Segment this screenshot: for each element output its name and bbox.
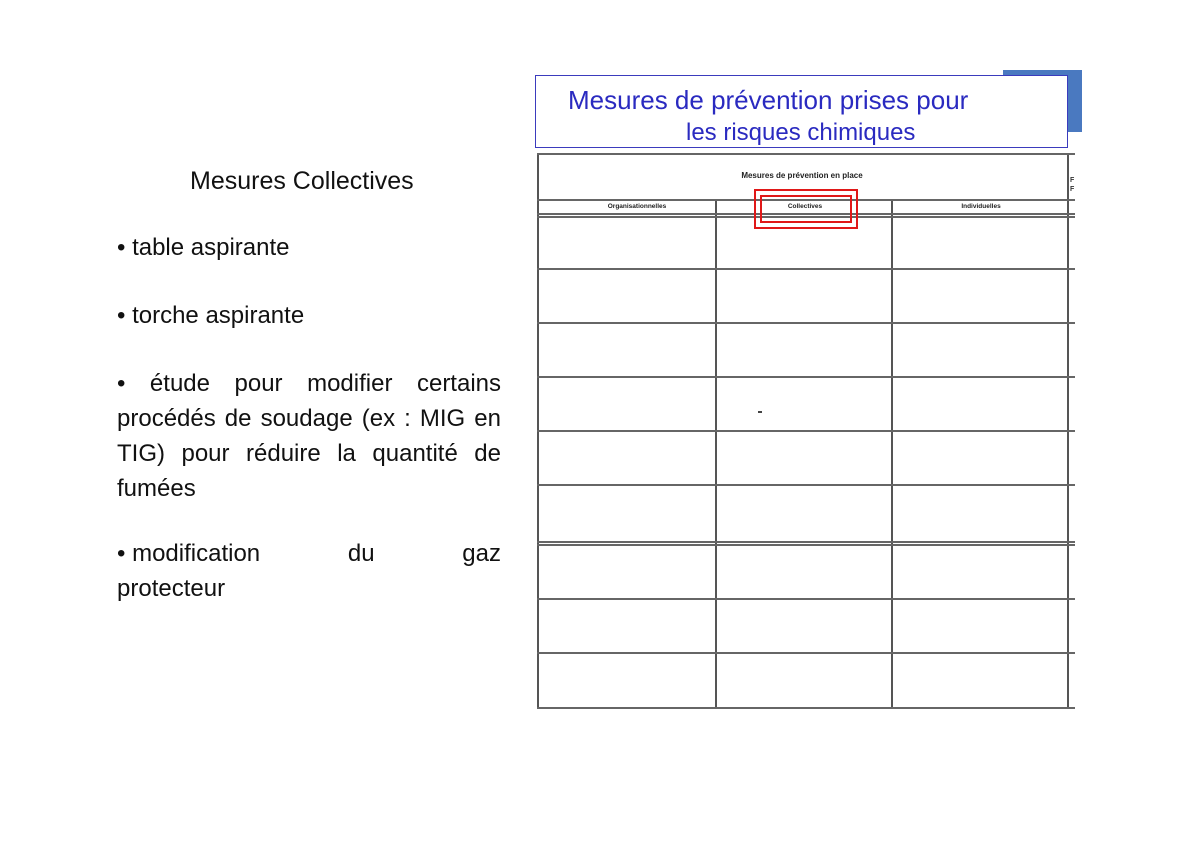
- bullet-line: [117, 536, 501, 571]
- title-line-1: Mesures de prévention prises pour: [568, 85, 969, 115]
- scan-speck: [758, 411, 762, 413]
- form-horizontal-line: [537, 268, 1075, 270]
- bullet-item: [117, 536, 501, 606]
- bullet-item: • étude pour modifier certains procédés de soudage (ex : MIG en TIG) pour réduire la quantité de fumées: [117, 370, 501, 502]
- section-heading: Mesures Collectives: [190, 167, 414, 195]
- bullet-item: • table aspirante: [117, 234, 290, 261]
- collectives-highlight: [754, 189, 858, 229]
- form-header: Mesures de prévention en place: [741, 171, 863, 180]
- form-vertical-line: [715, 199, 717, 709]
- column-header-organisationnelles: Organisationnelles: [607, 203, 667, 210]
- form-vertical-line: [891, 199, 893, 709]
- side-mark: F: [1070, 186, 1075, 193]
- form-horizontal-line: [537, 541, 1075, 543]
- form-horizontal-line: [537, 322, 1075, 324]
- form-horizontal-line: [537, 707, 1075, 709]
- form-horizontal-line: [537, 430, 1075, 432]
- title-box: [535, 75, 1068, 148]
- form-horizontal-line: [537, 484, 1075, 486]
- scanned-form-table: [537, 153, 1075, 709]
- title-line-2: les risques chimiques: [686, 119, 916, 146]
- column-header-individuelles: Individuelles: [961, 203, 1001, 210]
- form-horizontal-line: [537, 544, 1075, 546]
- form-horizontal-line: [537, 153, 1075, 155]
- bullet-line: protecteur: [117, 575, 226, 602]
- side-mark: F: [1070, 177, 1075, 184]
- bullet-item: • torche aspirante: [117, 302, 305, 329]
- bullet-word: du: [347, 540, 375, 567]
- bullet-word: gaz: [462, 540, 501, 567]
- form-horizontal-line: [537, 598, 1075, 600]
- column-header-collectives: Collectives: [787, 203, 823, 210]
- form-horizontal-line: [537, 376, 1075, 378]
- form-horizontal-line: [537, 652, 1075, 654]
- bullet-word: • modification: [117, 540, 261, 567]
